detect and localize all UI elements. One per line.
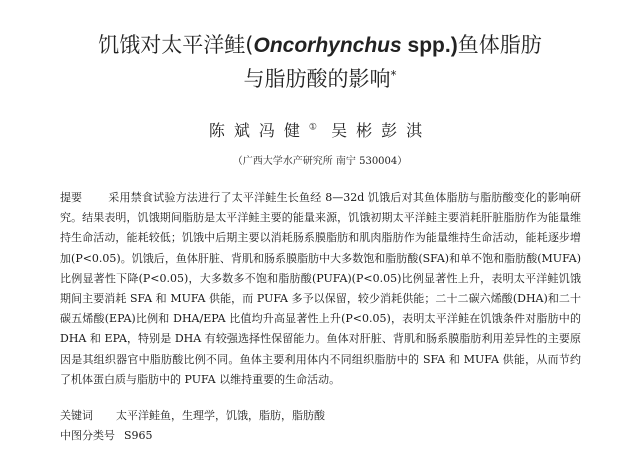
author-group-2: 吴彬彭淇 [331,121,432,140]
classification-line [60,426,153,446]
abstract-label: 提要 [60,191,82,204]
author-list [0,118,640,141]
author-group-1: 陈斌冯健 [208,121,309,140]
abstract-block [60,188,581,390]
author-footnote-mark: ① [308,122,317,133]
title-spp-bold: spp.) [401,34,458,57]
paper-title-line2 [0,65,640,93]
title-species-italic: Oncorhynchus [253,34,402,57]
title-footnote-star: * [390,68,397,82]
title-part-post: 鱼体脂肪 [457,33,542,57]
keywords-value: 太平洋鲑鱼，生理学，饥饿，脂肪，脂肪酸 [116,409,325,422]
title-line2-text: 与脂肪酸的影响 [243,67,391,91]
abstract-text: 采用禁食试验方法进行了太平洋鲑生长鱼经 8—32d 饥饿后对其鱼体脂肪与脂肪酸变化的影响研究。结果表明，饥饿期间脂肪是太平洋鲑主要的能量来源，饥饿初期太平洋鲑主要消耗肝脏脂肪作为能量维持生命活动，能耗较低；饥饿中后期主要以消耗肠系膜脂肪和肌肉脂肪作为能量维持生命活动，能耗逐步增加(P<0.05)。饥饿后，鱼体肝脏、背肌和肠系膜脂肪中大多数饱和脂肪酸(SFA)和单不饱和脂肪酸(MUFA)比例显著性下降(P<0.05)，大多数多不饱和脂肪酸(PUFA)(P<0.05)比例显著性上升，表明太平洋鲑饥饿期间主要消耗 SFA 和 MUFA 供能，而 PUFA 多予以保留，较少消耗供能；二十二碳六烯酸(DHA)和二十碳五烯酸(EPA)比例和 DHA/EPA 比值均升高显著性上升(P<0.05)，表明太平洋鲑在饥饿条件对脂肪中的 DHA 和 EPA，特别是 DHA 有较强选择性保留能力。鱼体对肝脏、背肌和肠系膜脂肪利用差异性的主要原因是其组织器官中脂肪酸比例不同。鱼体主要利用体内不同组织脂肪中的 SFA 和 MUFA 供能，从而节约了机体蛋白质与脂肪中的 PUFA 以维持重要的生命活动。 [60,191,581,386]
title-part-pre: 饥饿对太平洋鲑( [98,33,254,57]
paper-title-line1 [0,31,640,60]
keywords-label: 关键词 [60,409,93,422]
affiliation: （广西大学水产研究所 南宁 530004） [232,156,408,167]
classification-label: 中图分类号 [60,429,115,442]
classification-value: S965 [124,429,153,442]
keywords-line [60,406,325,426]
